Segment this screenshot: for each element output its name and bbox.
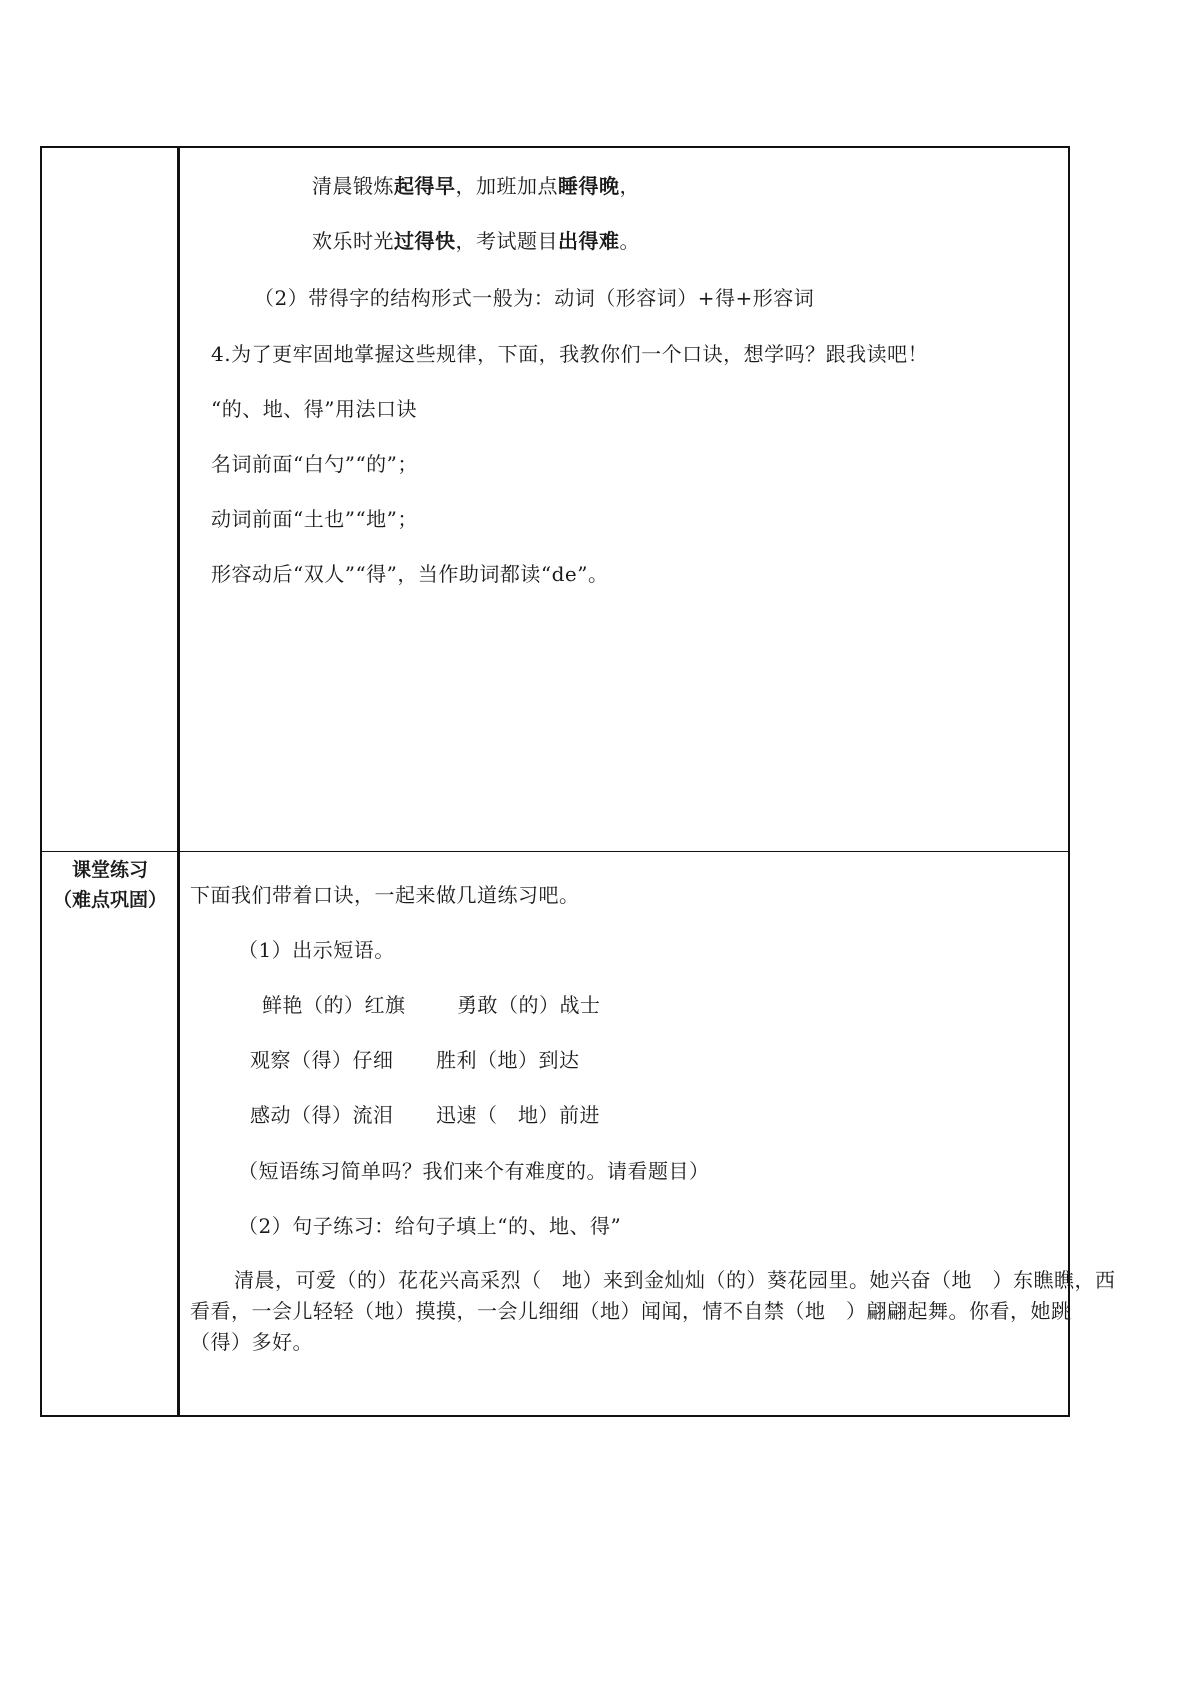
mnemonic-title: “的、地、得”用法口诀	[211, 397, 417, 421]
phrase-row-1-col-2: 勇敢（的）战士	[457, 993, 601, 1017]
sentence-line-1	[312, 172, 640, 200]
row-label	[40, 855, 180, 915]
phrase-row-3-col-2: 迅速（ 地）前进	[436, 1103, 600, 1127]
text-fragment: ，考试题目	[455, 229, 558, 253]
bold-phrase: 睡得晚	[558, 174, 620, 198]
bold-phrase: 过得快	[394, 229, 456, 253]
sentence-line-2	[312, 227, 640, 255]
exercise-intro: 下面我们带着口诀，一起来做几道练习吧。	[190, 883, 580, 907]
text-fragment: 欢乐时光	[312, 229, 394, 253]
row-label-line-2: （难点巩固）	[52, 889, 167, 911]
rule-2-text: （2）带得字的结构形式一般为：动词（形容词）+得+形容词	[254, 286, 815, 310]
row-divider	[40, 851, 1070, 852]
phrase-row-3-col-1: 感动（得）流泪	[250, 1103, 394, 1127]
mnemonic-line-2: 动词前面“土也”“地”；	[211, 507, 418, 531]
row-label-line-1: 课堂练习	[71, 859, 148, 881]
transition-text: （短语练习简单吗？我们来个有难度的。请看题目）	[238, 1159, 710, 1183]
text-fragment: ，	[619, 174, 640, 198]
table-bottom-border	[40, 1415, 1070, 1417]
exercise-1-title: （1）出示短语。	[238, 938, 395, 962]
column-divider	[177, 146, 180, 1417]
phrase-row-2-col-2: 胜利（地）到达	[436, 1048, 580, 1072]
mnemonic-line-1: 名词前面“白勺”“的”；	[211, 452, 418, 476]
phrase-row-1-col-1: 鲜艳（的）红旗	[262, 993, 406, 1017]
table-top-border	[40, 146, 1070, 148]
table-right-border	[1068, 146, 1070, 1417]
text-fragment: ，加班加点	[455, 174, 558, 198]
item-4-text: 4.为了更牢固地掌握这些规律，下面，我教你们一个口诀，想学吗？跟我读吧！	[211, 342, 929, 366]
exercise-2-title: （2）句子练习：给句子填上“的、地、得”	[238, 1214, 622, 1238]
bold-phrase: 出得难	[558, 229, 620, 253]
table-left-border	[40, 146, 42, 1417]
text-fragment: 清晨锻炼	[312, 174, 394, 198]
bold-phrase: 起得早	[394, 174, 456, 198]
phrase-row-2-col-1: 观察（得）仔细	[250, 1048, 394, 1072]
mnemonic-line-3: 形容动后“双人”“得”，当作助词都读“de”。	[211, 562, 609, 586]
exercise-2-paragraph: 清晨，可爱（的）花花兴高采烈（ 地）来到金灿灿（的）葵花园里。她兴奋（地 ）东瞧瞧，西看看，一会儿轻轻（地）摸摸，一会儿细细（地）闻闻，情不自禁（地 ）翩翩起舞。你看，她跳（得）多好。	[190, 1268, 1116, 1354]
text-fragment: 。	[619, 229, 640, 253]
